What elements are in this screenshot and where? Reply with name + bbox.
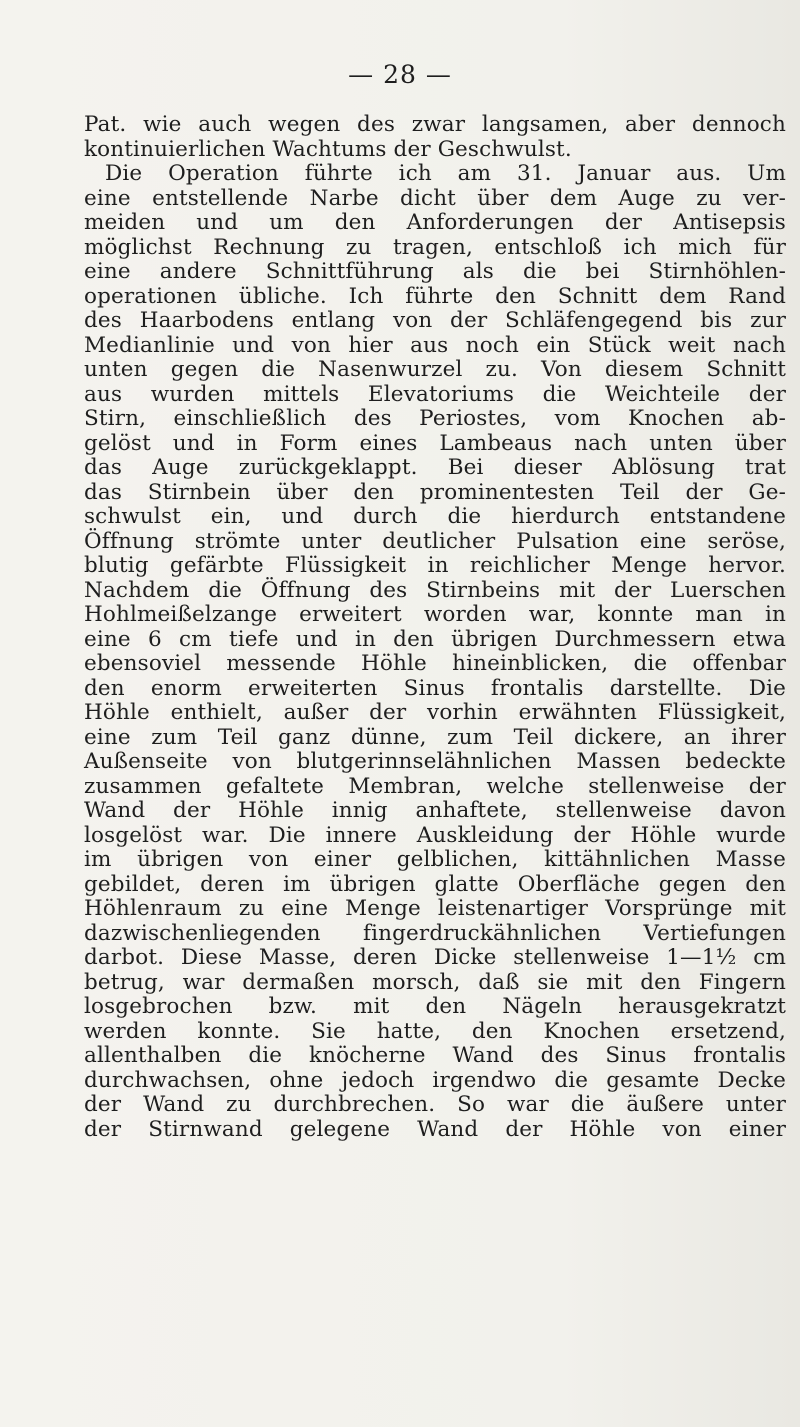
text-line: betrug, war dermaßen morsch, daß sie mit den Fingern [84, 969, 786, 995]
body-text [84, 113, 786, 1142]
text-line: unten gegen die Nasenwurzel zu. Von diesem Schnitt [84, 357, 786, 382]
text-line: Höhlenraum zu eine Menge leistenartiger Vorsprünge mit [84, 896, 786, 921]
text-line: losgelöst war. Die innere Auskleidung der Höhle wurde [84, 822, 786, 848]
text-line: meiden und um den Anforderungen der Antisepsis [84, 210, 786, 235]
text-line: losgebrochen bzw. mit den Nägeln herausgekratzt [84, 994, 786, 1019]
text-line: Außenseite von blutgerinnselähnlichen Massen bedeckte [84, 749, 786, 774]
text-line: im übrigen von einer gelblichen, kittähnlichen Masse [84, 847, 786, 872]
text-line: möglichst Rechnung zu tragen, entschloß ich mich für [84, 234, 786, 260]
text-line: Stirn, einschließlich des Periostes, vom Knochen ab- [84, 406, 786, 431]
text-line: operationen übliche. Ich führte den Schnitt dem Rand [84, 283, 786, 309]
text-line: kontinuierlichen Wachtums der Geschwulst. [84, 136, 572, 162]
text-line: eine entstellende Narbe dicht über dem Auge zu ver- [84, 185, 786, 211]
text-line: durchwachsen, ohne jedoch irgendwo die gesamte Decke [84, 1067, 786, 1093]
text-line: werden konnte. Sie hatte, den Knochen ersetzend, [84, 1018, 786, 1044]
text-line: dazwischenliegenden fingerdruckähnlichen Vertiefungen [84, 920, 786, 946]
text-line: schwulst ein, und durch die hierdurch entstandene [84, 504, 786, 529]
text-line: Hohlmeißelzange erweitert worden war, konnte man in [84, 602, 786, 627]
text-line: allenthalben die knöcherne Wand des Sinus frontalis [84, 1043, 786, 1068]
text-line: darbot. Diese Masse, deren Dicke stellenweise 1—1½ cm [84, 945, 786, 970]
text-line: gebildet, deren im übrigen glatte Oberfläche gegen den [84, 871, 786, 897]
text-line: den enorm erweiterten Sinus frontalis darstellte. Die [84, 675, 786, 701]
page-number: — 28 — [348, 60, 452, 89]
text-line: Nachdem die Öffnung des Stirnbeins mit der Luerschen [84, 577, 786, 603]
text-line: Wand der Höhle innig anhaftete, stellenweise davon [84, 798, 786, 823]
text-line: eine andere Schnittführung als die bei Stirnhöhlen- [84, 259, 786, 284]
text-line: Höhle enthielt, außer der vorhin erwähnten Flüssigkeit, [84, 700, 786, 725]
text-line: des Haarbodens entlang von der Schläfengegend bis zur [84, 308, 786, 333]
text-line: Die Operation führte ich am 31. Januar aus. Um [105, 161, 786, 186]
text-line: zusammen gefaltete Membran, welche stellenweise der [84, 773, 786, 799]
text-line: gelöst und in Form eines Lambeaus nach unten über [84, 430, 786, 456]
text-line: ebensoviel messende Höhle hineinblicken, die offenbar [84, 651, 786, 676]
text-line: Medianlinie und von hier aus noch ein Stück weit nach [84, 332, 786, 358]
text-line: eine 6 cm tiefe und in den übrigen Durchmessern etwa [84, 626, 786, 652]
text-line: das Auge zurückgeklappt. Bei dieser Ablösung trat [84, 455, 786, 480]
text-line: aus wurden mittels Elevatoriums die Weichteile der [84, 381, 786, 407]
text-line: blutig gefärbte Flüssigkeit in reichlicher Menge hervor. [84, 553, 786, 578]
text-line: das Stirnbein über den prominentesten Teil der Ge- [84, 479, 786, 505]
text-line: eine zum Teil ganz dünne, zum Teil dickere, an ihrer [84, 724, 786, 750]
text-line: Öffnung strömte unter deutlicher Pulsation eine seröse, [84, 528, 786, 554]
text-line: Pat. wie auch wegen des zwar langsamen, aber dennoch [84, 112, 786, 137]
text-line: der Stirnwand gelegene Wand der Höhle von einer [84, 1116, 786, 1142]
text-line: der Wand zu durchbrechen. So war die äußere unter [84, 1092, 786, 1117]
